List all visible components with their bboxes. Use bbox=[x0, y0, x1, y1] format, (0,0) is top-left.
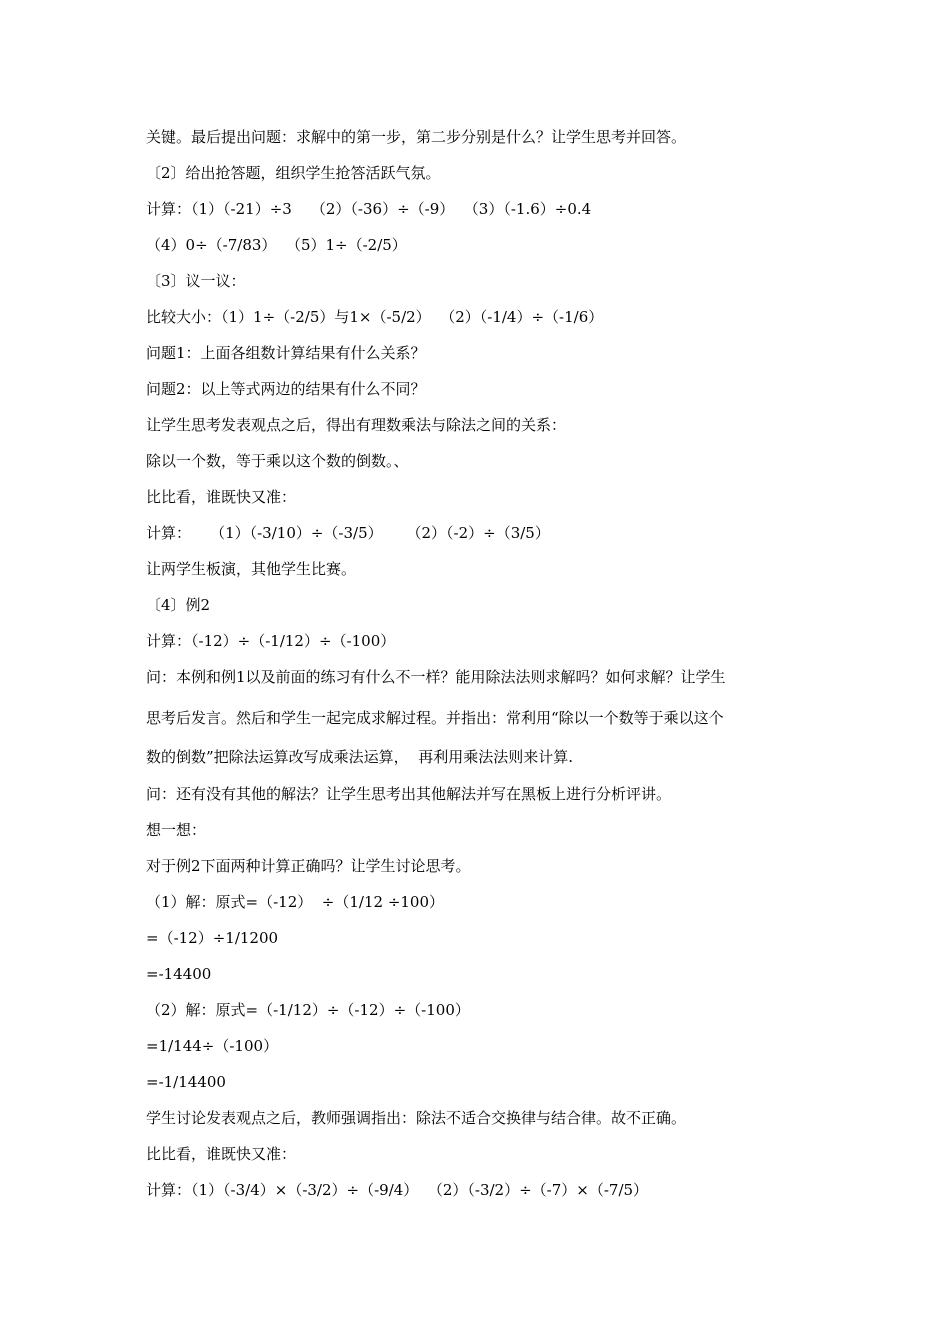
text-line: 计算：（1）（-21）÷3 （2）（-36）÷（-9） （3）（-1.6）÷0.4 bbox=[146, 200, 592, 218]
text-line: 比比看，谁既快又准： bbox=[146, 1145, 297, 1163]
text-line: =-14400 bbox=[146, 965, 212, 983]
text-line: （2）解：原式=（-1/12）÷（-12）÷（-100） bbox=[146, 1001, 470, 1019]
text-line: 计算：（1）（-3/4）×（-3/2）÷（-9/4） （2）（-3/2）÷（-7）×（-7/5） bbox=[146, 1181, 649, 1199]
text-line: 比比看，谁既快又准： bbox=[146, 488, 297, 506]
text-line: 对于例2下面两种计算正确吗？让学生讨论思考。 bbox=[146, 857, 471, 875]
text-line: 计算： （1）（-3/10）÷（-3/5） （2）（-2）÷（3/5） bbox=[146, 524, 550, 542]
text-line: 让学生思考发表观点之后，得出有理数乘法与除法之间的关系： bbox=[146, 416, 567, 434]
text-line: 关键。最后提出问题：求解中的第一步，第二步分别是什么？让学生思考并回答。 bbox=[146, 128, 687, 146]
text-line: 学生讨论发表观点之后，教师强调指出：除法不适合交换律与结合律。故不正确。 bbox=[146, 1109, 687, 1127]
text-line: 思考后发言。然后和学生一起完成求解过程。并指出：常利用“除以一个数等于乘以这个 bbox=[146, 709, 724, 727]
text-line: 除以一个数，等于乘以这个数的倒数。、 bbox=[146, 452, 409, 470]
text-line: 〔3〕议一议： bbox=[146, 272, 246, 290]
text-line: =（-12）÷1/1200 bbox=[146, 929, 279, 947]
text-line: 让两学生板演，其他学生比赛。 bbox=[146, 560, 357, 578]
text-line: 问：本例和例1以及前面的练习有什么不一样？能用除法法则求解吗？如何求解？让学生 bbox=[146, 668, 726, 686]
text-line: =1/144÷（-100） bbox=[146, 1037, 279, 1055]
text-line: 问题1：上面各组数计算结果有什么关系？ bbox=[146, 344, 426, 362]
text-line: （4）0÷（-7/83） （5）1÷（-2/5） bbox=[146, 236, 407, 254]
text-line: =-1/14400 bbox=[146, 1073, 226, 1091]
text-line: 问：还有没有其他的解法？让学生思考出其他解法并写在黑板上进行分析评讲。 bbox=[146, 785, 672, 803]
text-line: 计算：（-12）÷（-1/12）÷（-100） bbox=[146, 632, 396, 650]
text-line: 〔4〕例2 bbox=[146, 596, 211, 614]
text-line: 〔2〕给出抢答题，组织学生抢答活跃气氛。 bbox=[146, 164, 441, 182]
text-line: （1）解：原式=（-12） ÷（1/12 ÷100） bbox=[146, 893, 445, 911]
text-line: 问题2：以上等式两边的结果有什么不同？ bbox=[146, 380, 426, 398]
text-line: 比较大小：（1）1÷（-2/5）与1×（-5/2） （2）（-1/4）÷（-1/6） bbox=[146, 308, 604, 326]
text-line: 想一想： bbox=[146, 821, 207, 839]
text-line: 数的倒数”把除法运算改写成乘法运算， 再利用乘法法则来计算. bbox=[146, 748, 573, 766]
